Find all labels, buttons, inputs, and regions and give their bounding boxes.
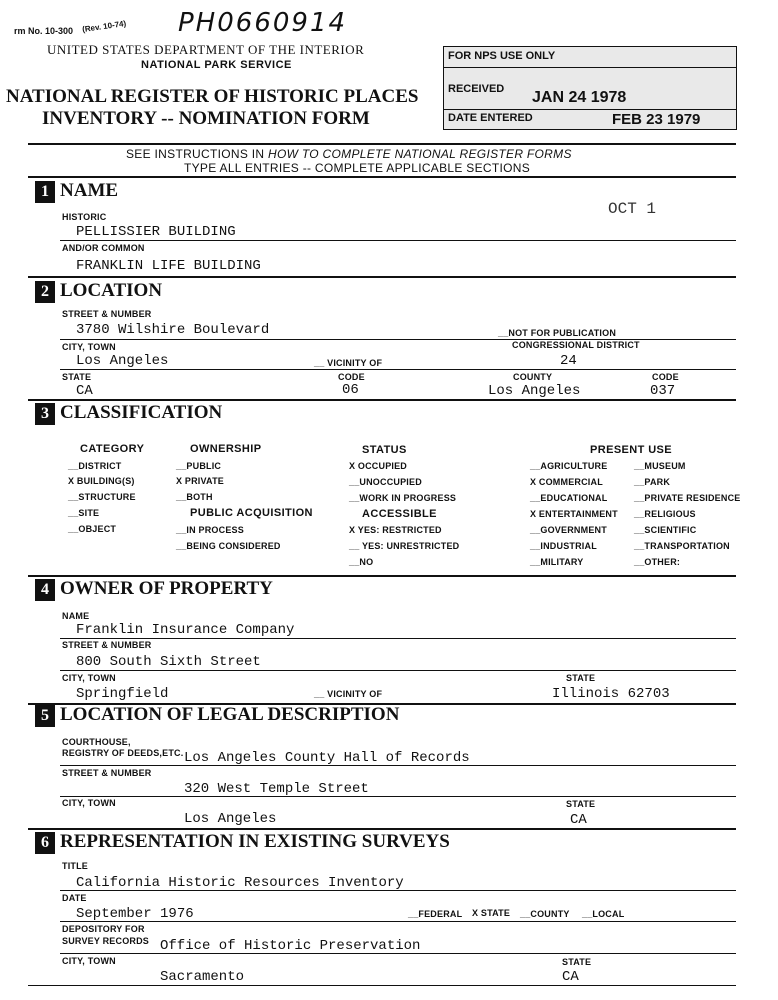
historic-label: HISTORIC bbox=[62, 212, 107, 222]
historic-value: PELLISSIER BUILDING bbox=[76, 224, 236, 240]
use-commercial: X COMMERCIAL bbox=[530, 477, 603, 487]
state-value: CA bbox=[76, 383, 93, 399]
courthouse-label: COURTHOUSE, bbox=[62, 737, 131, 747]
owner-city-value: Springfield bbox=[76, 686, 169, 702]
section-2-number: 2 bbox=[35, 281, 55, 303]
category-district: __DISTRICT bbox=[68, 461, 122, 471]
section-6-number: 6 bbox=[35, 832, 55, 854]
service-name: NATIONAL PARK SERVICE bbox=[141, 59, 292, 71]
street-value: 3780 Wilshire Boulevard bbox=[76, 322, 270, 338]
accessible-unrestricted: __ YES: UNRESTRICTED bbox=[349, 541, 460, 551]
ownership-both: __BOTH bbox=[176, 492, 213, 502]
county-label: COUNTY bbox=[513, 372, 553, 382]
instructions-line2: TYPE ALL ENTRIES -- COMPLETE APPLICABLE SECTIONS bbox=[184, 161, 531, 175]
section-4-number: 4 bbox=[35, 579, 55, 601]
accessible-heading: ACCESSIBLE bbox=[362, 508, 437, 520]
code-label: CODE bbox=[338, 372, 365, 382]
owner-name-label: NAME bbox=[62, 611, 90, 621]
use-entertainment: X ENTERTAINMENT bbox=[530, 509, 618, 519]
city-value: Los Angeles bbox=[76, 353, 169, 369]
date-entered-stamp: FEB 23 1979 bbox=[612, 111, 701, 128]
congressional-label: CONGRESSIONAL DISTRICT bbox=[512, 340, 640, 350]
section-1-title: NAME bbox=[60, 180, 119, 201]
code-value: 06 bbox=[342, 382, 359, 398]
owner-street-label: STREET & NUMBER bbox=[62, 640, 152, 650]
status-occupied: X OCCUPIED bbox=[349, 461, 408, 471]
received-label: RECEIVED bbox=[448, 83, 505, 95]
survey-title-label: TITLE bbox=[62, 861, 88, 871]
handwritten-reference: PH0660914 bbox=[178, 8, 348, 38]
state-label: STATE bbox=[62, 372, 92, 382]
survey-state-label: STATE bbox=[562, 957, 592, 967]
agency-name: UNITED STATES DEPARTMENT OF THE INTERIOR bbox=[47, 42, 365, 57]
acquisition-in-process: __IN PROCESS bbox=[176, 525, 244, 535]
date-entered-label: DATE ENTERED bbox=[448, 112, 533, 124]
status-work-in-progress: __WORK IN PROGRESS bbox=[349, 493, 457, 503]
owner-state-label: STATE bbox=[566, 673, 596, 683]
use-industrial: __INDUSTRIAL bbox=[530, 541, 597, 551]
use-agriculture: __AGRICULTURE bbox=[530, 461, 608, 471]
oct-stamp: OCT 1 bbox=[608, 200, 657, 218]
use-transportation: __TRANSPORTATION bbox=[634, 541, 730, 551]
code2-label: CODE bbox=[652, 372, 679, 382]
depository-label-1: DEPOSITORY FOR bbox=[62, 924, 145, 934]
form-number: rm No. 10-300 bbox=[14, 26, 74, 36]
survey-county: __COUNTY bbox=[520, 909, 570, 919]
common-value: FRANKLIN LIFE BUILDING bbox=[76, 258, 261, 274]
owner-name-value: Franklin Insurance Company bbox=[76, 622, 295, 638]
registry-value: Los Angeles County Hall of Records bbox=[184, 750, 470, 766]
present-use-heading: PRESENT USE bbox=[590, 444, 673, 456]
section-4-title: OWNER OF PROPERTY bbox=[60, 578, 273, 599]
street-label: STREET & NUMBER bbox=[62, 309, 152, 319]
form-title-line1: NATIONAL REGISTER OF HISTORIC PLACES bbox=[6, 86, 419, 107]
owner-vicinity-label: __ VICINITY OF bbox=[314, 689, 383, 699]
category-site: __SITE bbox=[68, 508, 100, 518]
city-label: CITY, TOWN bbox=[62, 342, 116, 352]
form-revision: (Rev. 10-74) bbox=[81, 18, 127, 35]
owner-city-label: CITY, TOWN bbox=[62, 673, 116, 683]
ownership-private: X PRIVATE bbox=[176, 476, 224, 486]
common-label: AND/OR COMMON bbox=[62, 243, 145, 253]
use-other: __OTHER: bbox=[634, 557, 681, 567]
survey-date-value: September 1976 bbox=[76, 906, 194, 922]
survey-city-value: Sacramento bbox=[160, 969, 245, 985]
use-park: __PARK bbox=[634, 477, 671, 487]
received-stamp: JAN 24 1978 bbox=[532, 89, 627, 106]
category-heading: CATEGORY bbox=[80, 443, 145, 455]
depository-label-2: SURVEY RECORDS bbox=[62, 936, 149, 946]
use-private-residence: __PRIVATE RESIDENCE bbox=[634, 493, 741, 503]
survey-date-label: DATE bbox=[62, 893, 87, 903]
acquisition-heading: PUBLIC ACQUISITION bbox=[190, 507, 313, 519]
use-government: __GOVERNMENT bbox=[530, 525, 607, 535]
status-unoccupied: __UNOCCUPIED bbox=[349, 477, 422, 487]
survey-city-label: CITY, TOWN bbox=[62, 956, 116, 966]
instructions-line1: SEE INSTRUCTIONS IN HOW TO COMPLETE NATIONAL REGISTER FORMS bbox=[126, 147, 572, 161]
not-for-publication: __NOT FOR PUBLICATION bbox=[498, 328, 617, 338]
legal-street-value: 320 West Temple Street bbox=[184, 781, 369, 797]
section-3-number: 3 bbox=[35, 403, 55, 425]
legal-city-value: Los Angeles bbox=[184, 811, 277, 827]
section-6-title: REPRESENTATION IN EXISTING SURVEYS bbox=[60, 831, 450, 852]
legal-state-label: STATE bbox=[566, 799, 596, 809]
section-2-title: LOCATION bbox=[60, 280, 163, 301]
vicinity-label: __ VICINITY OF bbox=[314, 358, 383, 368]
use-museum: __MUSEUM bbox=[634, 461, 686, 471]
congressional-value: 24 bbox=[560, 353, 577, 369]
acquisition-being-considered: __BEING CONSIDERED bbox=[176, 541, 281, 551]
survey-state: X STATE bbox=[472, 908, 511, 918]
accessible-restricted: X YES: RESTRICTED bbox=[349, 525, 442, 535]
category-buildings: X BUILDING(S) bbox=[68, 476, 135, 486]
owner-street-value: 800 South Sixth Street bbox=[76, 654, 261, 670]
use-educational: __EDUCATIONAL bbox=[530, 493, 608, 503]
ownership-public: __PUBLIC bbox=[176, 461, 222, 471]
use-religious: __RELIGIOUS bbox=[634, 509, 696, 519]
ownership-heading: OWNERSHIP bbox=[190, 443, 262, 455]
survey-federal: __FEDERAL bbox=[408, 909, 463, 919]
section-1-number: 1 bbox=[35, 181, 55, 203]
nps-box-label: FOR NPS USE ONLY bbox=[448, 50, 556, 62]
nps-use-box bbox=[443, 46, 737, 130]
section-5-number: 5 bbox=[35, 705, 55, 727]
legal-state-value: CA bbox=[570, 812, 587, 828]
legal-street-label: STREET & NUMBER bbox=[62, 768, 152, 778]
accessible-no: __NO bbox=[349, 557, 374, 567]
use-scientific: __SCIENTIFIC bbox=[634, 525, 697, 535]
depository-value: Office of Historic Preservation bbox=[160, 938, 421, 954]
section-5-title: LOCATION OF LEGAL DESCRIPTION bbox=[60, 704, 400, 725]
form-title-line2: INVENTORY -- NOMINATION FORM bbox=[42, 108, 370, 129]
section-3-title: CLASSIFICATION bbox=[60, 402, 223, 423]
legal-city-label: CITY, TOWN bbox=[62, 798, 116, 808]
category-object: __OBJECT bbox=[68, 524, 117, 534]
registry-label: REGISTRY OF DEEDS,ETC. bbox=[62, 748, 184, 758]
survey-title-value: California Historic Resources Inventory bbox=[76, 875, 404, 891]
owner-state-value: Illinois 62703 bbox=[552, 686, 670, 702]
county-value: Los Angeles bbox=[488, 383, 581, 399]
use-military: __MILITARY bbox=[530, 557, 584, 567]
survey-state-value: CA bbox=[562, 969, 579, 985]
code2-value: 037 bbox=[650, 383, 676, 399]
status-heading: STATUS bbox=[362, 444, 407, 456]
survey-local: __LOCAL bbox=[582, 909, 625, 919]
category-structure: __STRUCTURE bbox=[68, 492, 136, 502]
